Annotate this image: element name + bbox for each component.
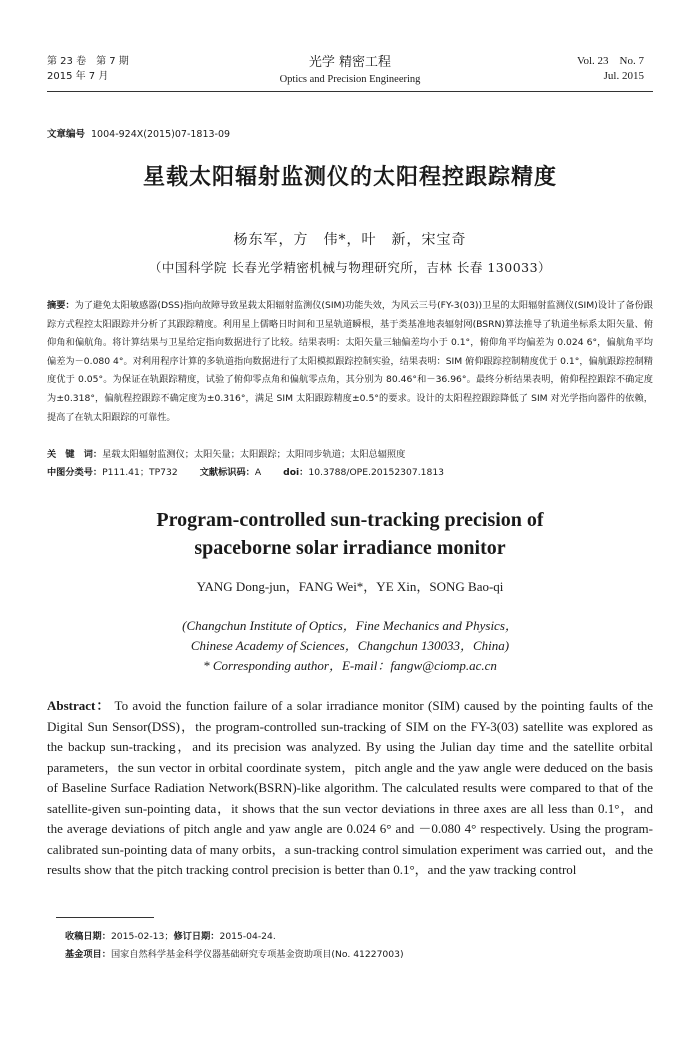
fund-value: 国家自然科学基金科学仪器基础研究专项基金资助项目(No. 41227003) <box>110 949 404 960</box>
chinese-authors: 杨东军，方 伟*，叶 新，宋宝奇 <box>233 232 467 248</box>
english-title-line-1: Program-controlled sun-tracking precision of <box>156 509 544 531</box>
footnote-fund <box>65 948 404 962</box>
english-title <box>0 506 700 562</box>
header-right <box>577 54 644 84</box>
received-label: 收稿日期： <box>65 931 111 942</box>
volume-issue: 第 23 卷 第 7 期 <box>47 56 129 67</box>
english-affiliation <box>0 616 700 676</box>
clc-value: P111.41；TP732 <box>102 467 178 478</box>
english-title-line-2: spaceborne solar irradiance monitor <box>194 537 506 559</box>
english-authors: YANG Dong-jun，FANG Wei*，YE Xin，SONG Bao-qi <box>196 579 504 594</box>
english-affiliation-line-1: (Changchun Institute of Optics，Fine Mechanics and Physics， <box>182 618 518 633</box>
english-affiliation-line-2: Chinese Academy of Sciences，Changchun 130033，China) <box>190 638 510 653</box>
journal-name-cn: 光学 精密工程 <box>308 55 392 70</box>
chinese-abstract <box>47 297 653 427</box>
chinese-abstract-text: 为了避免太阳敏感器(DSS)指向故障导致星载太阳辐射监测仪(SIM)功能失效，为风云三号(FY-3(03))卫星的太阳辐射监测仪(SIM)设计了备份跟踪方式程控太阳跟踪并分析了其跟踪精度。利用星上儒略日时间和卫星轨道瞬根，基于类基准地表辐射网(BSRN)算法推导了轨道坐标系太阳矢量、俯仰角和偏航角。将计算结果与卫星给定指向数据进行了比较。结果表明：太阳矢量三轴偏差均小于 0.1°，俯仰角平均偏差为 0.024 6°，偏航角平均偏差为－0.080 4°。对利用程序计算的多轨道指向数据进行了太阳模拟跟踪控制实验，结果表明：SIM 俯仰跟踪控制精度优于 0.1°，偏航跟踪控制精度优于 0.05°。为保证在轨跟踪精度，试验了俯仰零点角和偏航零点角，其分别为 80.46°和－36.96°。最终分析结果表明，俯仰程控跟踪不确定度为±0.318°，偏航程控跟踪不确定度为±0.316°，满足 SIM 太阳跟踪精度±0.5°的要求。设计的太阳程控跟踪降低了 SIM 对光学指向器件的依赖，提高了在轨太阳跟踪的可靠性。 <box>47 300 653 423</box>
header-rule <box>47 91 653 92</box>
article-number-value: 1004-924X(2015)07-1813-09 <box>91 129 231 140</box>
english-abstract-label: Abstract： <box>47 698 111 713</box>
chinese-title: 星载太阳辐射监测仪的太阳程控跟踪精度 <box>142 165 557 190</box>
keywords-label: 关 键 词： <box>47 449 103 460</box>
doi-value: 10.3788/OPE.20152307.1813 <box>308 467 445 478</box>
fund-label: 基金项目： <box>65 949 111 960</box>
chinese-keywords <box>47 448 653 462</box>
keywords-value: 星载太阳辐射监测仪；太阳矢量；太阳跟踪；太阳同步轨道；太阳总辐照度 <box>102 449 406 460</box>
english-abstract <box>47 696 653 881</box>
corresponding-author: * Corresponding author，E-mail：fangw@ciomp.ac.cn <box>203 658 497 673</box>
issue-date: 2015 年 7 月 <box>47 71 109 82</box>
chinese-affiliation: （中国科学院 长春光学精密机械与物理研究所，吉林 长春 130033） <box>148 260 552 275</box>
journal-name-en: Optics and Precision Engineering <box>279 74 421 85</box>
doi-label: doi： <box>283 467 309 478</box>
doc-code-label: 文献标识码： <box>199 467 255 478</box>
revised-label: 修订日期： <box>173 931 220 942</box>
chinese-abstract-label: 摘要： <box>47 300 75 311</box>
doc-code-value: A <box>254 467 262 478</box>
received-date: 2015-02-13； <box>110 931 174 942</box>
clc-label: 中图分类号： <box>47 467 103 478</box>
issue-date-en: Jul. 2015 <box>603 70 644 82</box>
english-abstract-text: To avoid the function failure of a solar irradiance monitor (SIM) caused by the pointing faults of the Digital Sun Sensor(DSS)，the program-controlled sun-tracking of SIM on the FY-3(03) satellite was explored as the backup sun-tracking，and its precision was analyzed. By using the Julian day time and the satellite orbital parameters，the sun vector in orbital coordinate system，pitch angle and the yaw angle were deduced on the basis of Baseline Surface Radiation Network(BSRN)-like algorithm. The calculated results were compared to that of the satellite-given sun-pointing data，it shows that the sun vector deviations in three axes are all less than 0.1°，and the average deviations of pitch angle and yaw angle are 0.024 6° and －0.080 4° respectively. Using the program-calibrated sun-pointing data of many orbits，a sun-tracking control simulation experiment was carried out，and the results show that the pitch tracking control precision is better than 0.1°，and the yaw tracking control <box>47 698 654 877</box>
classification-line <box>47 466 653 480</box>
volume-number-en: Vol. 23 No. 7 <box>576 55 644 67</box>
revised-date: 2015-04-24. <box>219 931 276 942</box>
footnote-dates <box>65 930 276 944</box>
footnote-rule <box>56 917 154 918</box>
article-number <box>47 126 230 140</box>
article-number-label: 文章编号 <box>47 129 86 140</box>
